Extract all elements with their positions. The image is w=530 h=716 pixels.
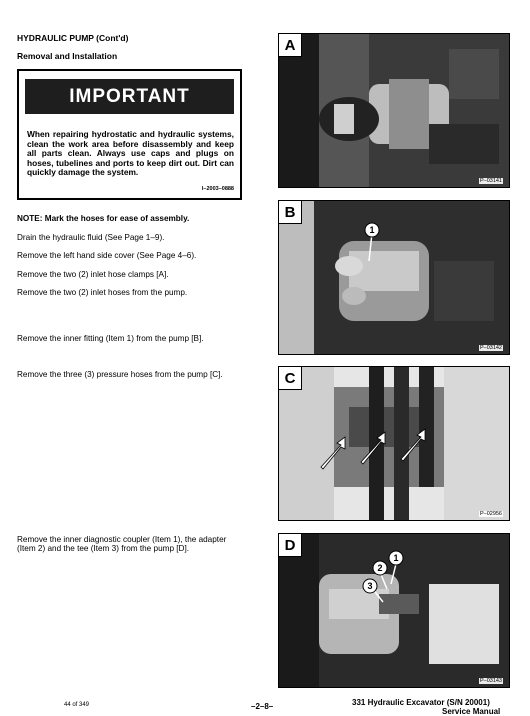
callout-d-3: 3 xyxy=(367,581,373,591)
figure-label-d: D xyxy=(279,534,302,557)
important-title: IMPORTANT xyxy=(25,79,234,114)
important-notice xyxy=(17,69,242,200)
figure-b-photo xyxy=(278,200,510,355)
figure-code-a: P–03141 xyxy=(479,178,502,184)
section-subtitle: Removal and Installation xyxy=(17,51,118,61)
manual-subtitle: Service Manual xyxy=(442,707,501,716)
important-text: When repairing hydrostatic and hydraulic systems, clean the work area before disassembly and keep all parts clean. Always use caps and plugs on hoses, tubelines and ports to keep dirt out. Dirt can quickly damage the system. xyxy=(27,129,234,178)
step-coupler-line2: (Item 2) and the tee (Item 3) from the pump [D]. xyxy=(17,544,190,553)
step-coupler-line1: Remove the inner diagnostic coupler (Item 1), the adapter xyxy=(17,535,227,544)
figure-c-photo xyxy=(278,366,510,521)
step-inner-fitting: Remove the inner fitting (Item 1) from the pump [B]. xyxy=(17,334,204,343)
callout-d-1: 1 xyxy=(393,553,399,563)
figure-label-b: B xyxy=(279,201,302,224)
callout-b-1: 1 xyxy=(369,225,375,235)
figure-code-d: P–03143 xyxy=(479,678,502,684)
pump-photo-d xyxy=(279,534,510,688)
step-side-cover: Remove the left hand side cover (See Page 4–6). xyxy=(17,251,197,260)
manual-title: 331 Hydraulic Excavator (S/N 20001) xyxy=(352,698,490,707)
callout-d-2: 2 xyxy=(377,563,383,573)
section-title: HYDRAULIC PUMP (Cont'd) xyxy=(17,33,129,43)
figure-label-a: A xyxy=(279,34,302,57)
pump-photo-b xyxy=(279,201,510,355)
step-pressure-hoses: Remove the three (3) pressure hoses from the pump [C]. xyxy=(17,370,223,379)
important-code: I–2003–0888 xyxy=(201,186,234,192)
page-count: 44 of 349 xyxy=(64,702,90,708)
step-inlet-hoses: Remove the two (2) inlet hoses from the pump. xyxy=(17,288,188,297)
figure-a-photo xyxy=(278,33,510,188)
note-text: NOTE: Mark the hoses for ease of assembly. xyxy=(17,214,190,223)
figure-code-c: P–02956 xyxy=(479,511,502,517)
figure-d-photo xyxy=(278,533,510,688)
page-number: –2–8– xyxy=(251,702,274,711)
figure-code-b: P–03142 xyxy=(479,345,502,351)
pump-photo-a xyxy=(279,34,510,188)
step-hose-clamps: Remove the two (2) inlet hose clamps [A]. xyxy=(17,270,169,279)
figure-label-c: C xyxy=(279,367,302,390)
pump-photo-c xyxy=(279,367,510,521)
step-drain: Drain the hydraulic fluid (See Page 1–9). xyxy=(17,233,165,242)
